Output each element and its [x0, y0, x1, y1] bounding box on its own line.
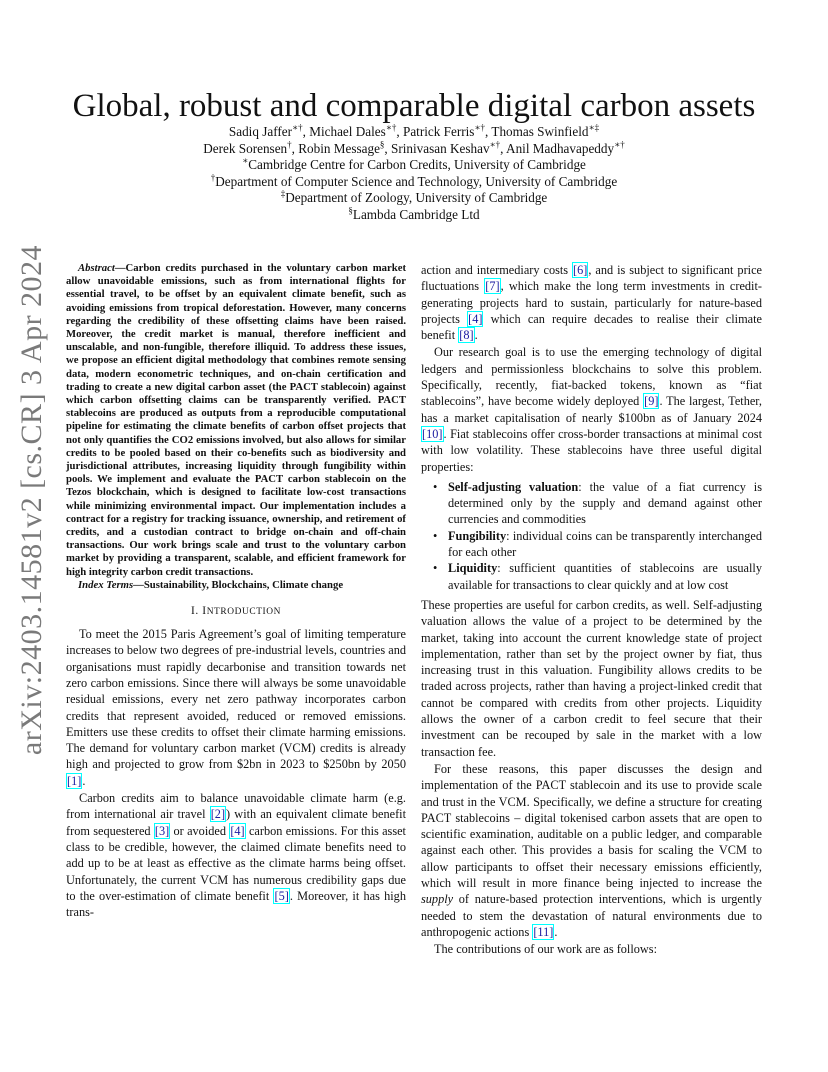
author: Patrick Ferris∗† [402, 122, 486, 139]
intro-paragraph-research-goal: Our research goal is to use the emerging technology of digital ledgers and permissionless blockchains to solve this problem. Specifically, recently, fiat-backed tokens, known as “fiat stablecoins”, have become widely deployed [9]. The largest, Tether, has a market capitalisation of nearly $100bn as of January 2024 [10]. Fiat stablecoins offer cross-border transactions at minimal cost with low volatility. These stablecoins have three useful digital properties: [421, 345, 762, 474]
author-line-2: Derek Sorensen†, Robin Message§, Srinivasan Keshav∗†, Anil Madhavapeddy∗† [203, 139, 625, 156]
affiliation: §Lambda Cambridge Ltd [348, 205, 480, 222]
author-line-1: Sadiq Jaffer∗†, Michael Dales∗†, Patrick Ferris∗†, Thomas Swinfield∗‡ [228, 122, 600, 139]
author: Derek Sorensen† [203, 139, 292, 156]
intro-paragraph-properties: These properties are useful for carbon credits, as well. Self-adjusting valuation allows the value of a project to be determined by the market, taking into account the current knowledge state of project implementation, rather than set by the project owner by fiat, thus increasing trust in this valuation. Fungibility allows credits to be traded across projects, rather than having a project-linked credit that cannot be compared with credits from other projects. Liquidity allows the owner of a carbon credit to feel secure that their investment can be recouped by sale in the market with a low transaction fee. [421, 597, 762, 759]
citation-link[interactable]: [6] [573, 263, 588, 277]
author: Anil Madhavapeddy∗† [506, 139, 625, 156]
right-column [421, 262, 762, 958]
citation-link[interactable]: [7] [485, 279, 500, 294]
author: Sadiq Jaffer∗† [228, 122, 303, 139]
arxiv-identifier [2, 244, 62, 756]
citation-link[interactable]: [4] [230, 823, 245, 838]
citation-link[interactable]: [2] [210, 807, 226, 822]
author-block [0, 124, 828, 224]
list-item: • Self-adjusting valuation: the value of a fiat currency is determined only by the supply and demand against other currencies and commodities [433, 479, 762, 527]
left-column [66, 262, 406, 921]
author: Michael Dales∗† [309, 122, 397, 139]
citation-link[interactable]: [3] [154, 823, 170, 838]
paper-title: Global, robust and comparable digital carbon assets [72, 88, 756, 125]
index-terms-text: —Sustainability, Blockchains, Climate change [133, 578, 344, 591]
citation-link[interactable]: [9] [644, 394, 659, 409]
affiliation: ∗Cambridge Centre for Carbon Credits, University of Cambridge [242, 155, 586, 173]
index-terms [66, 579, 406, 592]
author: Thomas Swinfield∗‡ [491, 122, 600, 139]
intro-paragraph-1: To meet the 2015 Paris Agreement’s goal of limiting temperature increases to below two degrees of pre-industrial levels, countries and organisations must rapidly decarbonise and transition towards net zero carbon emissions. Since there will always be some unavoidable residual emissions, every net zero pathway incorporates carbon credits that represent avoided, reduced or removed emissions. Emitters use these credits to offset their climate harming emissions. The demand for voluntary carbon market (VCM) credits is already high and projected to grow from $2bn in 2023 to $250bn by 2050 [1]. [66, 627, 406, 788]
abstract-label: Abstract [78, 262, 115, 274]
arxiv-id-text: arXiv:2403.14581v2 [cs.CR] 3 Apr 2024 [15, 244, 48, 756]
intro-paragraph-2: Carbon credits aim to balance unavoidable climate harm (e.g. from international air travel [2]) with an equivalent climate benefit from sequestered [3] or avoided [4] carbon emissions. For this asset class to be credible, however, the claimed climate benefits need to add up to be at least as effective as the climate harms being offset. Unfortunately, the current VCM has numerous credibility gaps due to the over-estimation of climate benefit [5]. Moreover, it has high trans- [66, 791, 407, 920]
abstract-text: —Carbon credits purchased in the voluntary carbon market allow unavoidable emissions, such as from international flights for essential travel, to be offset by an equivalent climate benefit, such as avoiding emissions from tropical deforestation. However, many concerns regarding the credibility of these offsetting claims have been raised. Moreover, the credit market is manual, therefore inefficient and unscalable, and non-fungible, therefore illiquid. To address these issues, we propose an efficient digital methodology that combines remote sensing data, modern econometric techniques, and on-chain certification and trading to create a new digital carbon asset (the PACT stablecoin) against which carbon offsetting claims can be transparently verified. PACT stablecoins are produced as outputs from a reproducible computational pipeline for estimating the climate benefits of carbon offset projects that not only quantifies the CO2 emissions involved, but also allows for similar credits to be pooled based on their co-benefits such as biodiversity and jurisdictional attributes, increasing liquidity through fungibility within pools. We implement and evaluate the PACT carbon stablecoin on the Tezos blockchain, which is designed to facilitate low-cost transactions while minimizing environmental impact. Our implementation includes a contract for a registry for tracking issuance, ownership, and retirement of credits, and a custodian contract to bridge on-chain and off-chain transactions. Our work brings scale and trust to the voluntary carbon market by providing a transparent, scalable, and efficient framework for high integrity carbon credit transactions. [66, 262, 406, 578]
section-heading-introduction: I. INTRODUCTION [190, 605, 281, 618]
citation-link[interactable]: [8] [459, 328, 474, 343]
affiliation: †Department of Computer Science and Technology, University of Cambridge [210, 172, 618, 189]
abstract [66, 262, 406, 579]
list-item: • Fungibility: individual coins can be transparently interchanged for each other [433, 528, 762, 560]
author: Robin Message§ [298, 139, 385, 156]
citation-link[interactable]: [10] [422, 426, 443, 441]
citation-link[interactable]: [5] [274, 888, 289, 903]
intro-paragraph-contributions: The contributions of our work are as follows: [434, 942, 658, 957]
intro-paragraph-continued: action and intermediary costs [6], and is subject to significant price fluctuations [7], which make the long term investments in credit-generating projects hard to sustain, particularly for nature-based projects [4] which can require decades to realise their climate benefit [8]. [421, 263, 762, 343]
citation-link[interactable]: [1] [67, 773, 82, 788]
list-item: • Liquidity: sufficient quantities of stablecoins are usually available for transactions to clear quickly and at low cost [433, 561, 762, 592]
intro-paragraph-pact: For these reasons, this paper discusses the design and implementation of the PACT stablecoin and its use to provide scale and trust in the VCM. Specifically, we define a structure for creating PACT stablecoins – digital tokenised carbon assets that are open to scientific examination, auditable on a public ledger, and comparable against each other. This provides a basis for scaling the VCM to allow participants to offset their necessary emissions efficiently, which will result in more finance being injected to increase the supply of nature-based protection interventions, which is urgently needed to stem the devastation of natural environments due to anthropogenic actions [11]. [421, 761, 762, 939]
properties-list [421, 479, 762, 593]
index-terms-label: Index Terms [78, 578, 134, 591]
bullet-icon: • [433, 528, 438, 543]
bullet-icon: • [433, 479, 438, 494]
author: Srinivasan Keshav∗† [391, 139, 501, 156]
citation-link[interactable]: [4] [468, 311, 483, 326]
affiliation: ‡Department of Zoology, University of Cambridge [280, 188, 548, 206]
citation-link[interactable]: [11] [533, 924, 554, 939]
bullet-icon: • [433, 561, 438, 576]
